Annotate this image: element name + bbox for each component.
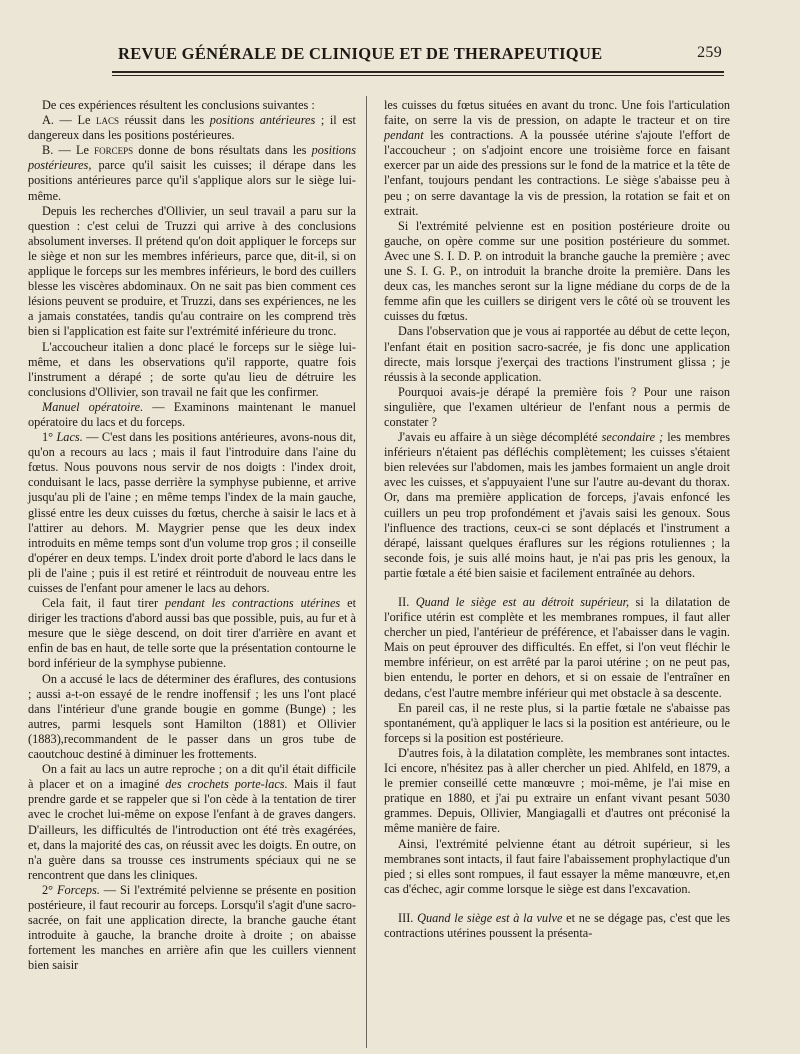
paragraph: En pareil cas, il ne reste plus, si la partie fœtale ne s'abaisse pas spontanément, qu'à appliquer le lacs si la position est antérieure, ou le forceps si la position est postérieure. bbox=[384, 700, 730, 745]
page-number: 259 bbox=[697, 44, 722, 61]
page-header bbox=[112, 44, 722, 66]
paragraph: On a fait au lacs un autre reproche ; on a dit qu'il était difficile à placer et on a imaginé des crochets porte-lacs. Mais il faut prendre garde et se rappeler que si l'on cède à la tentation de tirer avec le crochet lui-même on expose l'enfant à de graves dangers. D'ailleurs, les difficultés de l'introduction ont été très exagérées, et, dans la majorité des cas, on réussit avec les doigts. En outre, on n'a guère dans sa trousse ces instruments spéciaux qui ne se rencontrent que dans les cliniques. bbox=[28, 762, 356, 882]
paragraph: De ces expériences résultent les conclusions suivantes : bbox=[42, 98, 315, 112]
paragraph: Depuis les recherches d'Ollivier, un seul travail a paru sur la question : c'est celui de Truzzi qui arrive à des conclusions absolument inverses. Il prétend qu'on doit appliquer le forceps sur le siège et non sur les membres inférieurs, parce que, dit-il, si on applique le forceps sur les membres inférieurs, le bord des cuillers blesse les viscères abdominaux. On ne sait pas bien comment ces lésions peuvent se produire, et Truzzi, dans ses expériences, ne les a jamais constatées, tandis qu'au contraire on les comprend très bien si l'application est faite sur l'extrémité inférieure du tronc. bbox=[28, 203, 356, 339]
paragraph: On a accusé le lacs de déterminer des éraflures, des contusions ; aussi a-t-on essayé de le rendre inoffensif ; les uns l'ont placé dans l'intérieur d'une grande bougie en gomme (Bunge) ; les autres, parmi lesquels sont Hamilton (1881) et Ollivier (1883),recommandent de le passer dans un gros tube de caoutchouc destiné à diminuer les frottements. bbox=[28, 671, 356, 762]
column-divider bbox=[366, 96, 367, 1048]
paragraph: Ainsi, l'extrémité pelvienne étant au détroit supérieur, si les membranes sont intacts, il faut faire l'abaissement prophylactique d'un pied ; si elles sont rompues, il faut essayer la même manœuvre, et,en cas d'échec, agir comme lorsque le siège est dans l'excavation. bbox=[384, 836, 730, 896]
paragraph: L'accoucheur italien a donc placé le forceps sur le siège lui-même, et dans les observations qu'il rapporte, quatre fois l'instrument a dérapé ; de sorte qu'au lieu de détruire les conclusions d'Ollivier, son travail ne fait que les confirmer. bbox=[28, 339, 356, 399]
paragraph: Dans l'observation que je vous ai rapportée au début de cette leçon, l'enfant était en position sacro-sacrée, je fis donc une application directe, mais lorsque j'exerçai des tractions l'instrument glissa ; je réussis à la seconde application. bbox=[384, 324, 730, 384]
paragraph: Pourquoi avais-je dérapé la première fois ? Pour une raison singulière, que l'examen ultérieur de l'enfant nous a permis de constater ? bbox=[384, 384, 730, 429]
left-column bbox=[28, 98, 356, 973]
paragraph: Cela fait, il faut tirer pendant les contractions utérines et diriger les tractions d'abord aussi bas que possible, puis, au fur et à mesure que le siège descend, on doit tirer d'arrière en avant et enfin de bas en haut, de telle sorte que la présentation contourne le bord inférieur de la symphyse pubienne. bbox=[28, 596, 357, 671]
paragraph: B. — Le forceps donne de bons résultats dans les positions postérieures, parce qu'il saisit les cuisses; il dérape dans les positions antérieures parce qu'il s'applique alors sur le siège lui-même. bbox=[28, 143, 356, 203]
header-rule-thick bbox=[112, 71, 724, 73]
paragraph: Si l'extrémité pelvienne est en position postérieure droite ou gauche, on opère comme sur une position postérieure du sommet. Avec une S. I. D. P. on introduit la branche gauche la première ; avec une S. I. G. P., on introduit la branche droite la première. Dans les deux cas, les manches seront sur la ligne médiane du corps de de la femme afin que les cuillers se dirigent vers le côté où se trouvent les cuisses du fœtus. bbox=[384, 218, 730, 324]
paragraph: Manuel opératoire. — Examinons maintenant le manuel opératoire du lacs et du forceps. bbox=[28, 399, 357, 429]
paragraph: les cuisses du fœtus situées en avant du tronc. Une fois l'articulation faite, on serre la vis de pression, on adapte le tracteur et on tire pendant les contractions. A la poussée utérine s'ajoute l'effort de l'accoucheur ; on s'adjoint encore une troisième force en faisant exercer par un aide des pressions sur le fond de la matrice et la tête de l'enfant, toujours pendant les contractions. Le siège s'abaisse peu à peu ; on serre davantage la vis de pression, la rotation se fait et on extrait. bbox=[384, 98, 730, 218]
right-column bbox=[384, 98, 730, 941]
section-paragraph: II. Quand le siège est au détroit supérieur, si la dilatation de l'orifice utérin est complète et les membranes rompues, il faut aller chercher un pied, l'antérieur de préférence, et l'abaisser dans le vagin. Mais on peut éprouver des difficultés. En effet, si l'on veut fléchir le membre inférieur, on est arrêté par la paroi utérine ; on ne peut pas, bien entendu, le porter en dehors, et si on essaie de l'entraîner en dedans, c'est l'autre membre inférieur qui met obstacle à sa descente. bbox=[384, 595, 730, 700]
paragraph: 2° Forceps. — Si l'extrémité pelvienne se présente en position postérieure, il faut recourir au forceps. Lorsqu'il s'agit d'une sacro-sacrée, on fait une application directe, la branche gauche étant introduite à gauche, la branche droite à droite ; on abaisse fortement les manches en arrière afin que les cuillers viennent bien saisir bbox=[28, 882, 357, 973]
paragraph: 1° Lacs. — C'est dans les positions antérieures, avons-nous dit, qu'on a recours au lacs ; mais il faut l'introduire dans l'aine du fœtus. Nous pouvons nous servir de nos doigts : l'index droit, conduisant le lacs, passe derrière la symphyse pubienne, et arrive jusqu'au pli de l'aine ; en même temps l'index de la main gauche, glissé entre les deux cuisses du fœtus, cherche à saisir le lacs et à l'attirer au dehors. M. Maygrier pense que les deux index introduits en même temps sont d'un volume trop gros ; il conseille d'opérer en deux temps. L'index droit porte d'abord le lacs dans le pli de l'aine ; puis il est retiré et réintroduit de nouveau entre les cuisses de l'enfant pour amener le lacs au dehors. bbox=[28, 430, 357, 595]
paragraph: J'avais eu affaire à un siège décomplété secondaire ; les membres inférieurs n'étaient pas défléchis complètement; les cuisses s'étaient bien relevées sur l'abdomen, mais les jambes formaient un angle droit avec les cuisses, et s'appuyaient l'une sur l'autre au-devant du thorax. Or, dans ma première application de forceps, j'avais enfoncé les cuillers un peu trop profondément et j'avais saisi les genoux. Sous l'influence des tractions, ceux-ci se sont déplacés et l'instrument a dérapé, laissant quelques éraflures sur les régions rotuliennes ; la seconde fois, je suis allé moins haut, je n'ai pas pris les genoux, la partie fœtale a été bien saisie et facilement entraînée au dehors. bbox=[384, 430, 730, 580]
paragraph: A. — Le lacs réussit dans les positions antérieures ; il est dangereux dans les positions postérieures. bbox=[28, 113, 356, 143]
running-title: REVUE GÉNÉRALE DE CLINIQUE ET DE THERAPEUTIQUE bbox=[118, 44, 603, 63]
header-rule-thin bbox=[112, 75, 724, 76]
paragraph: D'autres fois, à la dilatation complète, les membranes sont intactes. Ici encore, n'hésitez pas à aller chercher un pied. Ahlfeld, en 1879, a le premier conseillé cette manœuvre ; moi-même, je l'ai mise en pratique en 1880, et j'ai pu extraire un enfant vivant pesant 5030 grammes. Depuis, Ollivier, Mangiagalli et d'autres ont préconisé la même manière de faire. bbox=[384, 745, 730, 836]
section-paragraph: III. Quand le siège est à la vulve et ne se dégage pas, c'est que les contractions utérines poussent la présenta- bbox=[384, 910, 730, 940]
